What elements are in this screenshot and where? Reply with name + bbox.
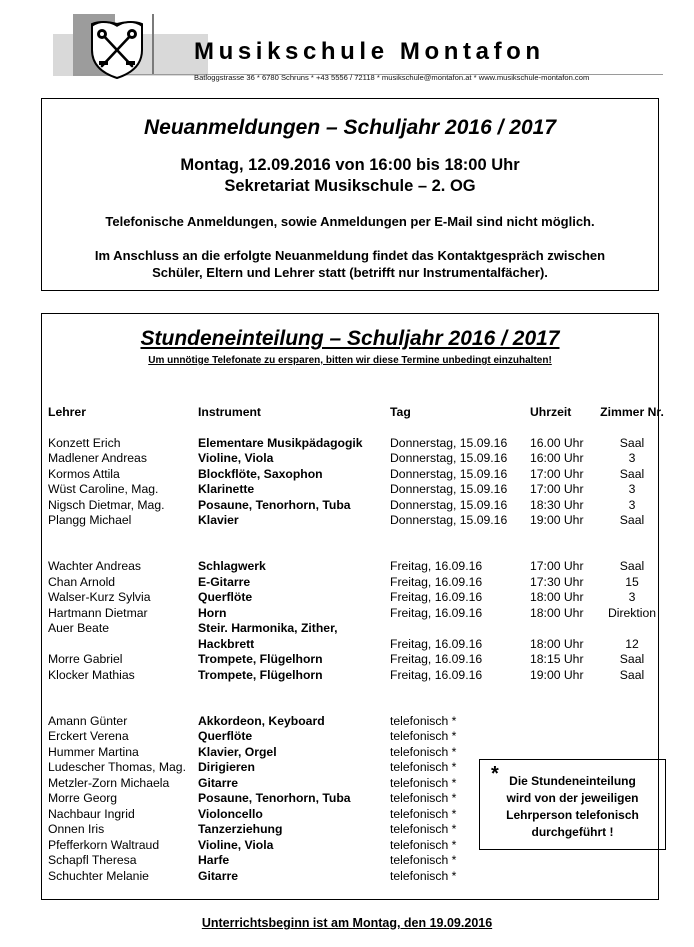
table-cell-tag: telefonisch * xyxy=(390,822,457,836)
table-cell-lehrer: Hartmann Dietmar xyxy=(48,606,148,620)
footnote-line: Lehrperson telefonisch xyxy=(506,808,639,822)
table-cell-instrument: Violoncello xyxy=(198,807,263,821)
table-cell-uhrzeit: 18:00 Uhr xyxy=(530,606,584,620)
table-cell-tag: Donnerstag, 15.09.16 xyxy=(390,482,508,496)
table-cell-instrument: Horn xyxy=(198,606,227,620)
table-cell-lehrer: Metzler-Zorn Michaela xyxy=(48,776,170,790)
table-cell-uhrzeit: 18:00 Uhr xyxy=(530,637,584,651)
table-cell-tag: telefonisch * xyxy=(390,838,457,852)
table-cell-uhrzeit: 16:00 Uhr xyxy=(530,451,584,465)
table-cell-uhrzeit: 19:00 Uhr xyxy=(530,668,584,682)
column-header-lehrer: Lehrer xyxy=(48,405,86,419)
table-cell-zimmer: Saal xyxy=(619,436,645,450)
table-cell-instrument: Elementare Musikpädagogik xyxy=(198,436,363,450)
table-cell-tag: telefonisch * xyxy=(390,714,457,728)
table-cell-lehrer: Pfefferkorn Waltraud xyxy=(48,838,160,852)
table-cell-lehrer: Schapfl Theresa xyxy=(48,853,137,867)
table-cell-zimmer: Saal xyxy=(619,513,645,527)
table-cell-uhrzeit: 18:00 Uhr xyxy=(530,590,584,604)
table-cell-lehrer: Schuchter Melanie xyxy=(48,869,149,883)
table-cell-tag: Donnerstag, 15.09.16 xyxy=(390,498,508,512)
table-cell-zimmer: Saal xyxy=(619,668,645,682)
table-cell-instrument: Trompete, Flügelhorn xyxy=(198,668,323,682)
table-cell-tag: telefonisch * xyxy=(390,807,457,821)
registration-place: Sekretariat Musikschule – 2. OG xyxy=(224,177,476,195)
registration-box xyxy=(41,98,659,291)
school-name: Musikschule Montafon xyxy=(194,38,545,65)
footnote-star: * xyxy=(491,763,499,785)
table-cell-zimmer: Saal xyxy=(619,467,645,481)
table-cell-zimmer: Saal xyxy=(619,559,645,573)
schedule-subtitle: Um unnötige Telefonate zu ersparen, bitten wir diese Termine unbedingt einzuhalten! xyxy=(148,355,552,366)
table-cell-tag: Freitag, 16.09.16 xyxy=(390,559,483,573)
table-cell-tag: Freitag, 16.09.16 xyxy=(390,668,483,682)
table-cell-zimmer: 3 xyxy=(628,451,636,465)
table-cell-lehrer: Amann Günter xyxy=(48,714,128,728)
table-cell-tag: Donnerstag, 15.09.16 xyxy=(390,436,508,450)
table-cell-lehrer: Morre Georg xyxy=(48,791,118,805)
table-cell-uhrzeit: 16.00 Uhr xyxy=(530,436,584,450)
table-cell-zimmer: 15 xyxy=(625,575,639,589)
table-cell-instrument: Klarinette xyxy=(198,482,255,496)
table-cell-tag: Donnerstag, 15.09.16 xyxy=(390,467,508,481)
table-cell-tag: Donnerstag, 15.09.16 xyxy=(390,513,508,527)
registration-title: Neuanmeldungen – Schuljahr 2016 / 2017 xyxy=(144,116,556,139)
table-cell-instrument: E-Gitarre xyxy=(198,575,251,589)
logo-divider xyxy=(152,14,154,74)
table-cell-uhrzeit: 17:30 Uhr xyxy=(530,575,584,589)
table-cell-lehrer: Hummer Martina xyxy=(48,745,139,759)
table-cell-zimmer: Direktion xyxy=(607,606,657,620)
table-cell-lehrer: Ludescher Thomas, Mag. xyxy=(48,760,186,774)
table-cell-tag: telefonisch * xyxy=(390,760,457,774)
table-cell-tag: Freitag, 16.09.16 xyxy=(390,652,483,666)
table-cell-instrument: Dirigieren xyxy=(198,760,255,774)
table-cell-lehrer: Onnen Iris xyxy=(48,822,105,836)
table-cell-zimmer: 3 xyxy=(628,590,636,604)
table-cell-lehrer: Erckert Verena xyxy=(48,729,129,743)
table-cell-uhrzeit: 17:00 Uhr xyxy=(530,482,584,496)
table-cell-instrument: Hackbrett xyxy=(198,637,255,651)
registration-info-line2: Schüler, Eltern und Lehrer statt (betrifft nur Instrumentalfächer). xyxy=(152,265,548,280)
table-cell-tag: telefonisch * xyxy=(390,729,457,743)
table-cell-lehrer: Klocker Mathias xyxy=(48,668,135,682)
table-cell-instrument: Posaune, Tenorhorn, Tuba xyxy=(198,791,351,805)
table-cell-instrument: Querflöte xyxy=(198,590,253,604)
table-cell-tag: telefonisch * xyxy=(390,745,457,759)
table-cell-uhrzeit: 19:00 Uhr xyxy=(530,513,584,527)
footnote-line: wird von der jeweiligen xyxy=(506,791,639,805)
table-cell-tag: telefonisch * xyxy=(390,791,457,805)
table-cell-instrument: Blockflöte, Saxophon xyxy=(198,467,323,481)
column-header-instrument: Instrument xyxy=(198,405,261,419)
footnote-box xyxy=(479,759,666,850)
table-cell-zimmer: 3 xyxy=(628,482,636,496)
table-cell-instrument: Posaune, Tenorhorn, Tuba xyxy=(198,498,351,512)
table-cell-lehrer: Chan Arnold xyxy=(48,575,116,589)
table-cell-tag: telefonisch * xyxy=(390,869,457,883)
registration-notice: Telefonische Anmeldungen, sowie Anmeldungen per E-Mail sind nicht möglich. xyxy=(105,214,595,229)
table-cell-instrument: Schlagwerk xyxy=(198,559,266,573)
table-cell-instrument: Klavier xyxy=(198,513,239,527)
column-header-zimmer: Zimmer Nr. xyxy=(600,405,664,419)
table-cell-tag: Freitag, 16.09.16 xyxy=(390,637,483,651)
footnote-line: Die Stundeneinteilung xyxy=(509,774,636,788)
table-cell-instrument: Trompete, Flügelhorn xyxy=(198,652,323,666)
table-cell-lehrer: Morre Gabriel xyxy=(48,652,123,666)
table-cell-uhrzeit: 18:15 Uhr xyxy=(530,652,584,666)
table-cell-instrument: Tanzerziehung xyxy=(198,822,283,836)
table-cell-lehrer: Plangg Michael xyxy=(48,513,132,527)
table-cell-instrument: Harfe xyxy=(198,853,230,867)
table-cell-instrument: Gitarre xyxy=(198,776,238,790)
table-cell-uhrzeit: 18:30 Uhr xyxy=(530,498,584,512)
column-header-tag: Tag xyxy=(390,405,411,419)
table-cell-lehrer: Wüst Caroline, Mag. xyxy=(48,482,159,496)
schedule-title: Stundeneinteilung – Schuljahr 2016 / 2017 xyxy=(140,327,560,350)
column-header-uhrzeit: Uhrzeit xyxy=(530,405,572,419)
table-cell-lehrer: Kormos Attila xyxy=(48,467,120,481)
table-cell-zimmer: Saal xyxy=(619,652,645,666)
table-cell-tag: telefonisch * xyxy=(390,776,457,790)
table-cell-tag: Freitag, 16.09.16 xyxy=(390,590,483,604)
table-cell-tag: Donnerstag, 15.09.16 xyxy=(390,451,508,465)
coat-of-arms-icon xyxy=(88,16,146,80)
registration-date: Montag, 12.09.2016 von 16:00 bis 18:00 Uhr xyxy=(180,156,520,174)
table-cell-lehrer: Nigsch Dietmar, Mag. xyxy=(48,498,165,512)
table-cell-instrument: Querflöte xyxy=(198,729,253,743)
table-cell-lehrer: Madlener Andreas xyxy=(48,451,147,465)
table-cell-lehrer: Nachbaur Ingrid xyxy=(48,807,135,821)
table-cell-lehrer: Auer Beate xyxy=(48,621,109,635)
table-cell-instrument: Gitarre xyxy=(198,869,238,883)
table-cell-instrument: Steir. Harmonika, Zither, xyxy=(198,621,338,635)
table-cell-instrument: Akkordeon, Keyboard xyxy=(198,714,325,728)
footnote-line: durchgeführt ! xyxy=(531,825,614,839)
table-cell-tag: Freitag, 16.09.16 xyxy=(390,575,483,589)
table-cell-tag: Freitag, 16.09.16 xyxy=(390,606,483,620)
table-cell-zimmer: 12 xyxy=(625,637,639,651)
table-cell-lehrer: Konzett Erich xyxy=(48,436,121,450)
table-cell-zimmer: 3 xyxy=(628,498,636,512)
table-cell-lehrer: Wachter Andreas xyxy=(48,559,142,573)
table-cell-lehrer: Walser-Kurz Sylvia xyxy=(48,590,151,604)
table-cell-uhrzeit: 17:00 Uhr xyxy=(530,559,584,573)
table-cell-instrument: Klavier, Orgel xyxy=(198,745,277,759)
footnote-text xyxy=(480,773,665,841)
table-cell-instrument: Violine, Viola xyxy=(198,838,274,852)
school-address: Batloggstrasse 36 * 6780 Schruns * +43 5556 / 72118 * musikschule@montafon.at * www.musikschule-montafon.com xyxy=(194,73,590,82)
table-cell-uhrzeit: 17:00 Uhr xyxy=(530,467,584,481)
table-cell-tag: telefonisch * xyxy=(390,853,457,867)
registration-info-line1: Im Anschluss an die erfolgte Neuanmeldung findet das Kontaktgespräch zwischen xyxy=(94,248,606,263)
footer-start-date: Unterrichtsbeginn ist am Montag, den 19.09.2016 xyxy=(201,916,493,930)
table-cell-instrument: Violine, Viola xyxy=(198,451,274,465)
